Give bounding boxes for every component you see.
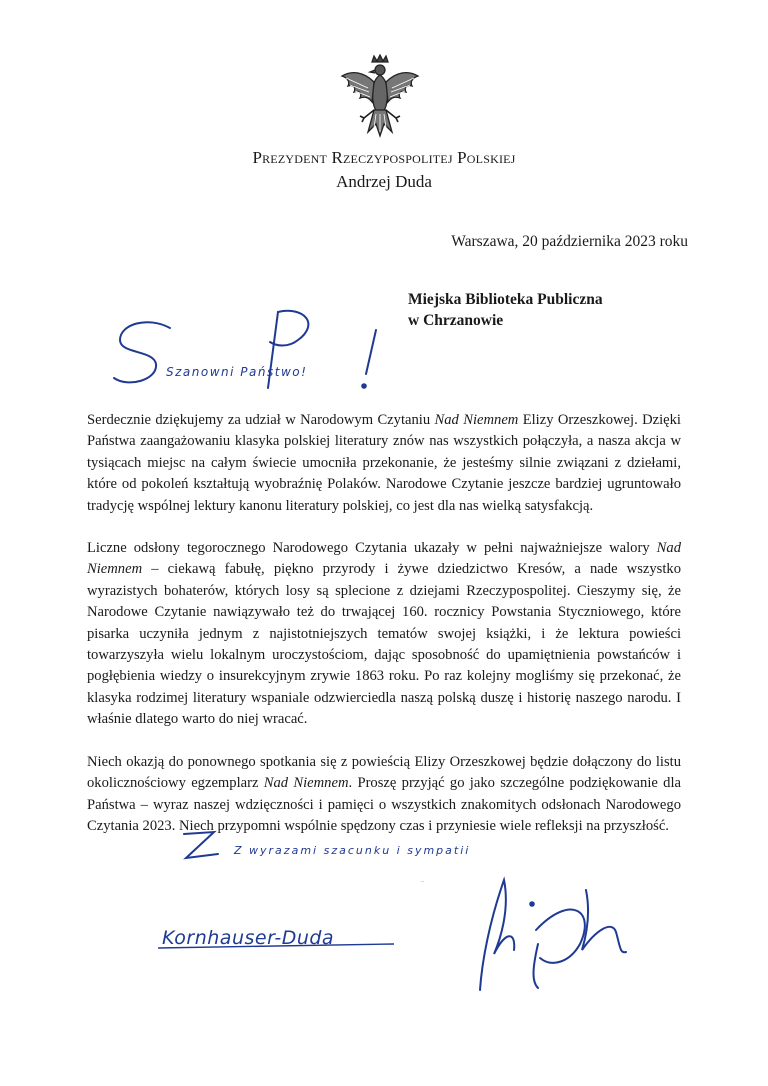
paragraph-1-text-b: Elizy Orzeszkowej. Dzięki Państwa zaangażowaniu klasyka polskiej literatury znów nas wszystkich połączyła, a nasza akcja w tysiącach miejsc na całym świecie umocniła przekonanie, że jesteśmy silnie związani z dziełami, które od pokoleń kształtują wyobraźnię Polaków. Narodowe Czytanie jeszcze bardziej ugruntowało tradycję wspólnej lektury kanonu literatury polskiej, co jest dla nas wielką satysfakcją. <box>87 412 681 514</box>
paragraph-2-text-b: – ciekawą fabułę, piękno przyrody i żywe dziedzictwo Kresów, a nade wszystko wyrazistych bohaterów, których losy są splecione z dziejami Rzeczypospolitej. Cieszymy się, że Narodowe Czytanie nawiązywało też do trwającej 160. rocznicy Powstania Styczniowego, które pisarka uczyniła jednym z najistotniejszych tematów swojej książki, i że lektura powieści towarzyszyła wielu lokalnym uroczystościom, dając sposobność do upamiętnienia powstańców i pogłębienia wiedzy o insurekcyjnym zrywie 1863 roku. Po raz kolejny mogliśmy się przekonać, że klasyka rodzimej literatury wspaniale odzwierciedla naszą polską duszę i historię naszego narodu. I właśnie dlatego warto do niej wracać. <box>87 561 681 728</box>
paragraph-3-text-b: . Proszę przyjąć go jako szczególne podziękowanie dla Państwa – wyraz naszej wdzięczności i pamięci o wszystkich znakomitych odsłonach Narodowego Czytania 2023. Niech przypomni wspólnie spędzony czas i przyniesie wiele refleksji na przyszłość. <box>87 775 681 834</box>
polish-eagle-emblem-icon <box>338 54 422 150</box>
office-title-word-2: Rzeczypospolitej <box>331 148 453 167</box>
book-title: Nad Niemnem <box>434 412 519 428</box>
paragraph-1-text-a: Serdecznie dziękujemy za udział w Narodowym Czytaniu <box>87 412 435 428</box>
book-title: Nad Niemnem <box>263 775 349 792</box>
handwritten-salutation <box>108 300 388 400</box>
paragraph-3-text-a: Niech okazją do ponownego spotkania się z powieścią Elizy Orzeszkowej będzie dołączony do listu okolicznościowy egzemplarz <box>87 753 681 792</box>
closing-text: Z wyrazami szacunku i sympatii <box>234 844 471 857</box>
sender-name: Andrzej Duda <box>336 172 432 191</box>
paragraph-1 <box>87 410 681 517</box>
addressee-line-2: w Chrzanowie <box>408 312 504 329</box>
letter-date: Warszawa, 20 października 2023 roku <box>451 233 688 250</box>
office-title-word-1: Prezydent <box>252 148 328 167</box>
book-title: Nad Niemnem <box>87 540 681 578</box>
signature-andrzej-duda <box>420 870 650 1000</box>
signature-left-text: Kornhauser-Duda <box>162 927 335 949</box>
office-title-word-3: Polskiej <box>457 148 516 167</box>
addressee-line-1: Miejska Biblioteka Publiczna <box>408 291 603 308</box>
letter-body <box>87 410 681 858</box>
letterhead <box>0 148 768 192</box>
signature-right-text: A. Duda <box>420 882 424 883</box>
paragraph-2-text-a: Liczne odsłony tegorocznego Narodowego Czytania ukazały w pełni najważniejsze walory <box>87 540 657 557</box>
handwritten-closing <box>180 822 600 872</box>
paragraph-2 <box>87 538 681 731</box>
office-title <box>0 148 768 168</box>
addressee-block <box>408 289 603 331</box>
signature-kornhauser-duda <box>158 908 408 958</box>
salutation-text: Szanowni Państwo! <box>166 365 308 379</box>
